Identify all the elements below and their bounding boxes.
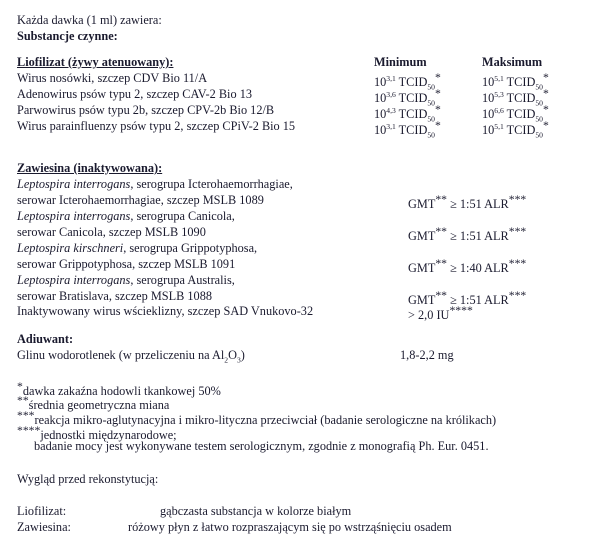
- min-base: 10: [374, 123, 387, 138]
- lyophilisate-row-name: Adenowirus psów typu 2, szczep CAV-2 Bio 13: [17, 87, 252, 101]
- footnote-mark: **: [17, 394, 29, 407]
- intro-line-2: Substancje czynne:: [17, 29, 118, 43]
- footnote-3: [17, 410, 496, 426]
- lyophilisate-row-name: Parwowirus psów typu 2b, szczep CPV-2b Bio 12/B: [17, 103, 275, 117]
- footnote-text: średnia geometryczna miana: [28, 398, 170, 413]
- max-base: 10: [482, 91, 495, 106]
- footnote-mark: ****: [17, 424, 41, 437]
- alr-footnote-mark: ***: [508, 193, 527, 206]
- gmt-label: GMT: [408, 229, 436, 244]
- footnote-text: jednostki międzynarodowe;: [40, 428, 177, 443]
- min-exponent: 3,1: [386, 122, 396, 131]
- min-unit: TCID: [398, 107, 428, 122]
- footnote-2: [17, 395, 169, 411]
- min-exponent: 3,6: [386, 90, 396, 99]
- alr-footnote-mark: ***: [508, 225, 527, 238]
- max-base: 10: [482, 123, 495, 138]
- max-exponent: 5,3: [494, 90, 504, 99]
- adjuvant-sub-1: 2: [224, 355, 229, 365]
- lyophilisate-row-name: Wirus parainfluenzy psów typu 2, szczep CPiV-2 Bio 15: [17, 119, 296, 133]
- iu-footnote-mark: ****: [449, 304, 473, 317]
- max-unit-sub: 50: [535, 98, 543, 108]
- gmt-label: GMT: [408, 293, 436, 308]
- rabies-row-value: [408, 305, 473, 321]
- alr-footnote-mark: ***: [508, 257, 527, 270]
- gmt-value: ≥ 1:51 ALR: [447, 229, 509, 244]
- min-base: 10: [374, 107, 387, 122]
- min-unit-sub: 50: [427, 82, 435, 92]
- suspension-entry-line2: serowar Grippotyphosa, szczep MSLB 1091: [17, 257, 236, 271]
- adjuvant-value: 1,8-2,2 mg: [400, 348, 454, 362]
- organism-name: Leptospira kirschneri: [17, 241, 124, 255]
- max-base: 10: [482, 75, 495, 90]
- appearance-heading: Wygląd przed rekonstytucją:: [17, 472, 159, 486]
- max-unit: TCID: [506, 123, 536, 138]
- suspension-entry-value: [408, 194, 526, 210]
- adjuvant-name-pre: Glinu wodorotlenek (w przeliczeniu na Al: [17, 348, 225, 362]
- suspension-entry-line2: serowar Icterohaemorrhagiae, szczep MSLB 1089: [17, 193, 264, 207]
- max-footnote-mark: *: [542, 87, 549, 100]
- iu-value: > 2,0 IU: [408, 308, 450, 323]
- lyophilisate-row-max: [482, 71, 549, 92]
- max-unit-sub: 50: [535, 114, 543, 124]
- suspension-entry-line1: [17, 178, 293, 190]
- lyophilisate-row-max: [482, 119, 549, 140]
- min-footnote-mark: *: [434, 119, 441, 132]
- serogroup-text: , serogrupa Icterohaemorrhagiae,: [130, 177, 293, 191]
- max-base: 10: [482, 107, 495, 122]
- gmt-value: ≥ 1:51 ALR: [447, 197, 509, 212]
- footnote-continuation: badanie mocy jest wykonywane testem serologicznym, zgodnie z monografią Ph. Eur. 0451.: [34, 439, 489, 453]
- min-footnote-mark: *: [434, 71, 441, 84]
- suspension-entry-value: [408, 226, 526, 242]
- min-unit: TCID: [398, 75, 428, 90]
- suspension-entry-value: [408, 258, 526, 274]
- organism-name: Leptospira interrogans: [17, 177, 131, 191]
- suspension-heading: Zawiesina (inaktywowana):: [17, 161, 163, 175]
- min-footnote-mark: *: [434, 87, 441, 100]
- serogroup-text: , serogrupa Canicola,: [130, 209, 235, 223]
- min-unit-sub: 50: [427, 130, 435, 140]
- gmt-label: GMT: [408, 197, 436, 212]
- min-unit-sub: 50: [427, 98, 435, 108]
- gmt-footnote-mark: **: [435, 193, 447, 206]
- max-exponent: 5,1: [494, 122, 504, 131]
- min-unit: TCID: [398, 123, 428, 138]
- min-unit: TCID: [398, 91, 428, 106]
- gmt-label: GMT: [408, 261, 436, 276]
- suspension-entry-line1: [17, 210, 235, 222]
- max-unit-sub: 50: [535, 82, 543, 92]
- footnote-text: dawka zakaźna hodowli tkankowej 50%: [22, 384, 221, 399]
- min-exponent: 4,3: [386, 106, 396, 115]
- serogroup-text: , serogrupa Australis,: [130, 273, 235, 287]
- appearance-label-liofilizat: Liofilizat:: [17, 504, 67, 518]
- gmt-value: ≥ 1:51 ALR: [447, 293, 509, 308]
- adjuvant-name-post: ): [240, 348, 245, 362]
- lyophilisate-row-name: Wirus nosówki, szczep CDV Bio 11/A: [17, 71, 208, 85]
- min-exponent: 3,1: [386, 74, 396, 83]
- lyophilisate-heading: Liofilizat (żywy atenuowany):: [17, 55, 174, 69]
- min-base: 10: [374, 75, 387, 90]
- gmt-footnote-mark: **: [435, 257, 447, 270]
- suspension-entry-line1: [17, 242, 257, 254]
- max-footnote-mark: *: [542, 103, 549, 116]
- footnote-mark: ***: [17, 409, 35, 422]
- lyophilisate-row-min: [374, 87, 441, 108]
- adjuvant-heading: Adiuwant:: [17, 332, 74, 346]
- footnote-text: reakcja mikro-aglutynacyjna i mikro-lityczna przeciwciał (badanie serologiczne na królikach): [34, 413, 497, 428]
- max-unit: TCID: [506, 107, 536, 122]
- intro-line-1: Każda dawka (1 ml) zawiera:: [17, 13, 162, 27]
- lyophilisate-row-max: [482, 103, 549, 124]
- lyophilisate-row-min: [374, 103, 441, 124]
- max-exponent: 5,1: [494, 74, 504, 83]
- suspension-entry-line1: [17, 274, 235, 286]
- lyophilisate-row-min: [374, 119, 441, 140]
- organism-name: Leptospira interrogans: [17, 209, 131, 223]
- adjuvant-name-mid: O: [228, 348, 237, 362]
- max-footnote-mark: *: [542, 119, 549, 132]
- min-unit-sub: 50: [427, 114, 435, 124]
- column-header-minimum: Minimum: [374, 55, 427, 69]
- gmt-footnote-mark: **: [435, 225, 447, 238]
- serogroup-text: , serogrupa Grippotyphosa,: [123, 241, 258, 255]
- suspension-entry-line2: serowar Canicola, szczep MSLB 1090: [17, 225, 206, 239]
- gmt-footnote-mark: **: [435, 289, 447, 302]
- rabies-row-name: Inaktywowany wirus wścieklizny, szczep SAD Vnukovo-32: [17, 304, 314, 318]
- lyophilisate-row-min: [374, 71, 441, 92]
- gmt-value: ≥ 1:40 ALR: [447, 261, 509, 276]
- appearance-value-zawiesina: różowy płyn z łatwo rozpraszającym się po wstrząśnięciu osadem: [128, 520, 452, 534]
- column-header-maksimum: Maksimum: [482, 55, 543, 69]
- max-exponent: 6,6: [494, 106, 504, 115]
- adjuvant-name: [17, 348, 245, 365]
- adjuvant-sub-2: 3: [236, 355, 241, 365]
- appearance-label-zawiesina: Zawiesina:: [17, 520, 71, 534]
- max-unit: TCID: [506, 75, 536, 90]
- alr-footnote-mark: ***: [508, 289, 527, 302]
- suspension-entry-line2: serowar Bratislava, szczep MSLB 1088: [17, 289, 212, 303]
- min-footnote-mark: *: [434, 103, 441, 116]
- lyophilisate-row-max: [482, 87, 549, 108]
- organism-name: Leptospira interrogans: [17, 273, 131, 287]
- footnote-mark: *: [17, 380, 23, 393]
- appearance-value-liofilizat: gąbczasta substancja w kolorze białym: [160, 504, 352, 518]
- max-unit: TCID: [506, 91, 536, 106]
- max-unit-sub: 50: [535, 130, 543, 140]
- min-base: 10: [374, 91, 387, 106]
- max-footnote-mark: *: [542, 71, 549, 84]
